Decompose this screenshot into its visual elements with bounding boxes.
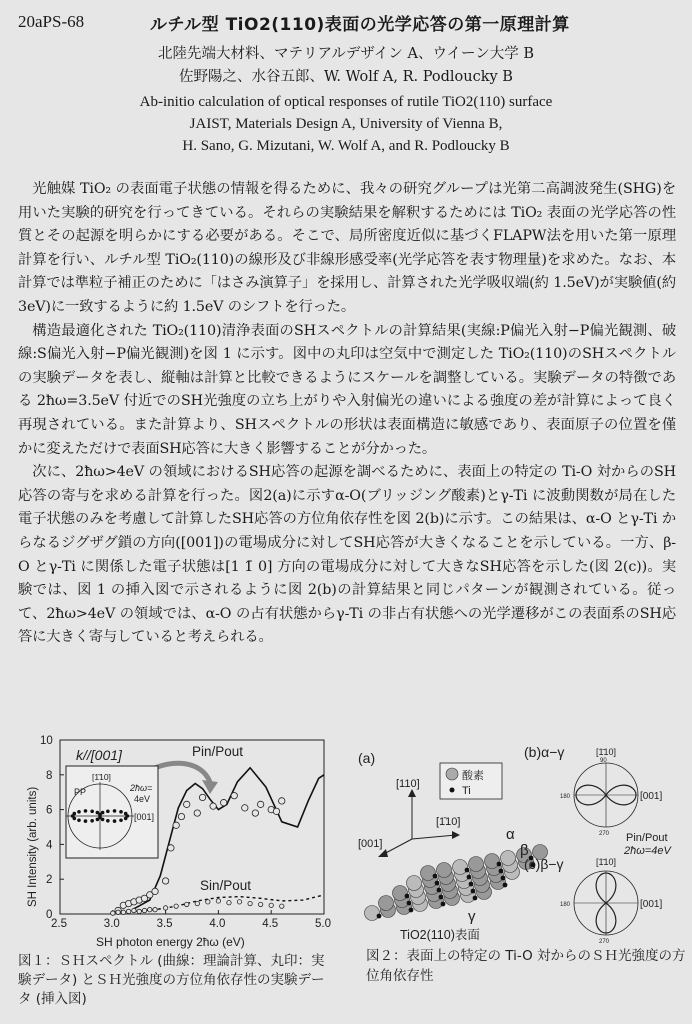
polar-b-90: 90 (600, 758, 607, 764)
ti-atom (407, 901, 412, 906)
data-point (206, 900, 210, 904)
inset-dot (84, 819, 88, 823)
data-point (242, 805, 248, 811)
inset-dot (106, 819, 110, 823)
oxygen-atom (407, 876, 422, 891)
data-point (126, 909, 130, 913)
inset-dot (113, 809, 117, 813)
dir-110: [110] (396, 778, 420, 790)
polar-c-180: 180 (560, 902, 571, 908)
inset-pp: PP (74, 787, 87, 797)
ti-atom (409, 908, 414, 913)
body-text (18, 178, 676, 650)
pinpout-label: Pin/Pout (626, 832, 668, 844)
surface-label: TiO2(110)表面 (400, 928, 480, 942)
paragraph-1: 光触媒 TiO₂ の表面電子状態の情報を得るために、我々の研究グループは光第二高調波発生(SHG)を用いた実験的研究を行ってきている。それらの実験結果を解釈するためには TiO₂ 表面の光学応答の性質とその起源を明らかにする必要がある。そこで、局所密度近似に基づくFLAPW法を用いた第一原理計算を行い、ルチル型 TiO₂(110)の線形及び非線形感受率(光学応答を表す物理量)を求めた。なお、本計算では準粒子補正のために「はさみ演算子」を採用し、計算された光学吸収端(約 1.5eV)が実験値(約 3eV)に一致するように約 1.5eV のシフトを行った。 (18, 181, 676, 315)
data-point (269, 903, 273, 907)
data-point (142, 908, 146, 912)
inset-dot (106, 809, 110, 813)
ti-atom (377, 914, 382, 919)
x-tick-label-4: 4.5 (262, 918, 279, 930)
paper-id: 20aPS-68 (18, 12, 85, 31)
label-alpha: α (506, 826, 515, 843)
ti-atom (469, 882, 474, 887)
oxygen-atom (453, 860, 468, 875)
panel-c-label: (c)β−γ (524, 856, 564, 872)
oxygen-atom (365, 906, 380, 921)
paragraph-3: 次に、2ħω>4eV の領域におけるSH応答の起源を調べるために、表面上の特定の Ti-O 対からのSH応答の寄与を求める計算を行った。図2(a)に示すα-O(ブリッジング酸素)とγ-Ti に波動関数が局在した電子状態のみを考慮して計算したSH応答の方位角依存性を図 2(b)に示す。この結果は、α-O とγ-Ti からなるジグザグ鎖の方向([001])の電場成分に対してSH応答が大きくなることを示している。一方、β-O とγ-Ti に関係した電子状態は[1 1̄ 0] 方向の電場成分に対して大きなSH応答を示した(図 2(c))。実験では、図 1 の挿入図で示されるように図 2(b)の計算結果と同じパターンが観測されている。従って、2ħω>4eV の領域では、α-O の占有状態からγ-Ti の非占有状態への光学遷移がこの表面系のSH応答に大きく寄与していると考えられる。 (18, 464, 676, 646)
data-point (185, 902, 189, 906)
inset-dot (124, 817, 128, 821)
y-tick-label-5: 10 (40, 735, 53, 747)
data-point (237, 900, 241, 904)
data-point (279, 798, 285, 804)
x-tick-label-3: 4.0 (209, 918, 226, 930)
data-point (174, 904, 178, 908)
figure-1-chart (14, 732, 332, 952)
figure-1-caption: 図１：ＳＨスペクトル (曲線：理論計算、丸印：実験データ) とＳＨ光強度の方位角依存性の実験データ (挿入図) (18, 953, 325, 1007)
panel-a-label: (a) (358, 750, 376, 766)
data-point (216, 899, 220, 903)
data-point (248, 901, 252, 905)
ti-atom (503, 883, 508, 888)
title-en: Ab-initio calculation of optical responses of rutile TiO2(110) surface (139, 94, 553, 110)
paper-title-jp: ルチル型 TiO2(110)表面の光学応答の第一原理計算 (150, 15, 570, 35)
oxygen-atom (379, 896, 394, 911)
y-tick-label-2: 4 (46, 839, 53, 852)
oxygen-atom (437, 863, 452, 878)
polar-c-001: [001] (640, 899, 663, 910)
ti-atom (465, 868, 470, 873)
ti-atom (435, 881, 440, 886)
y-tick-label-1: 2 (46, 874, 53, 887)
data-point (148, 907, 152, 911)
x-axis-label: SH photon energy 2ħω (eV) (96, 935, 245, 949)
ti-legend-icon (450, 788, 455, 793)
data-point (163, 906, 167, 910)
data-point (252, 810, 258, 816)
legend-oxygen: 酸素 (462, 770, 484, 782)
data-point (258, 902, 262, 906)
data-point (210, 803, 216, 809)
oxygen-atom (485, 854, 500, 869)
ti-atom (405, 894, 410, 899)
label-gamma: γ (468, 908, 476, 925)
authors-jp: 佐野陽之、水谷五郎、W. Wolf A, R. Podloucky B (179, 69, 513, 85)
oxygen-legend-icon (446, 768, 458, 780)
legend-ti: Ti (462, 785, 471, 797)
ti-atom (433, 874, 438, 879)
ti-atom (471, 889, 476, 894)
x-tick-label-0: 2.5 (51, 918, 67, 930)
inset-dot (96, 811, 100, 815)
x-tick-label-5: 5.0 (315, 918, 331, 930)
data-point (116, 910, 120, 914)
axis-110-head (408, 789, 416, 797)
inset-dot (119, 818, 123, 822)
oxygen-atom (393, 886, 408, 901)
data-point (173, 822, 179, 828)
inset-direction: k//[001] (76, 747, 122, 763)
axis-001-head (378, 849, 388, 857)
y-tick-label-3: 6 (46, 804, 53, 817)
label-beta: β (520, 842, 529, 859)
polar-c-270: 270 (599, 939, 610, 945)
data-point (184, 801, 190, 807)
inset-dot (113, 819, 117, 823)
data-point (194, 810, 200, 816)
inset-dot (77, 810, 81, 814)
data-point (132, 908, 136, 912)
data-point (273, 808, 279, 814)
data-point (195, 901, 199, 905)
axis-1m10-head (452, 831, 460, 839)
data-point (199, 794, 205, 800)
dir-1m10: [1̄10] (436, 816, 461, 828)
ti-atom (441, 902, 446, 907)
inset-2w: 2ħω= (130, 783, 153, 793)
polar-b-001: [001] (640, 791, 663, 802)
inset-dot (124, 812, 128, 816)
data-point (153, 907, 157, 911)
paragraph-2: 構造最適化された TiO₂(110)清浄表面のSHスペクトルの計算結果(実線:P偏光入射−P偏光観測、破線:S偏光入射−P偏光観測)を図 1 に示す。図中の丸印は空気中で測定した TiO₂(110)のSHスペクトルの実験データを表し、縦軸は計算と比較できるようにスケールを調整している。実験データの特徴である 2ħω=3.5eV 付近でのSH光強度の立ち上がりや入射偏光の違いによる強度の差が計算によって良く再現されている。また計算より、SHスペクトルの形状は表面構造に敏感であり、表面原子の位置を僅かに変えただけで表面SH応答に大きく影響することが分かった。 (18, 322, 676, 457)
ti-atom (467, 875, 472, 880)
y-tick-label-4: 8 (46, 769, 53, 782)
affiliation-en: JAIST, Materials Design A, University of Vienna B, (189, 116, 503, 132)
inset-dot (84, 809, 88, 813)
oxygen-atom (469, 857, 484, 872)
inset-dir-1m10: [1̄10] (92, 772, 111, 782)
data-point (257, 801, 263, 807)
ti-atom (497, 862, 502, 867)
ti-atom (473, 896, 478, 901)
inset-dot (119, 810, 123, 814)
dir-001: [001] (358, 838, 383, 850)
polar-b-180: 180 (560, 794, 571, 800)
data-point (220, 799, 226, 805)
axis-1m10 (412, 835, 456, 839)
data-point (137, 909, 141, 913)
inset-dot (90, 809, 94, 813)
data-point (280, 904, 284, 908)
data-point (227, 900, 231, 904)
ti-atom (499, 869, 504, 874)
data-point (168, 845, 174, 851)
ti-atom (501, 876, 506, 881)
data-point (121, 910, 125, 914)
oxygen-atom (421, 866, 436, 881)
data-point (152, 888, 158, 894)
inset-dot (101, 818, 105, 822)
inset-dir-001: [001] (134, 812, 155, 822)
ti-atom (437, 888, 442, 893)
inset-dot (73, 817, 77, 821)
oxygen-atom (501, 851, 516, 866)
x-tick-label-2: 3.5 (156, 918, 173, 930)
x-tick-label-1: 3.0 (103, 918, 120, 930)
inset-4ev: 4eV (134, 794, 151, 804)
y-axis-label: SH Intensity (arb. units) (27, 786, 39, 907)
polar-b-270: 270 (599, 831, 610, 837)
data-point (178, 813, 184, 819)
energy-label: 2ħω=4eV (624, 845, 671, 857)
affiliation-jp: 北陸先端大材料、マテリアルデザイン A、ウイーン大学 B (157, 46, 535, 62)
figure-2 (356, 735, 686, 945)
figure-2-caption: 図２：表面上の特定の Ti-O 対からのＳＨ光強度の方位角依存性 (366, 948, 686, 984)
data-point (162, 878, 168, 884)
ti-atom (439, 895, 444, 900)
label-sin-pout: Sin/Pout (200, 878, 252, 893)
data-point (111, 911, 115, 915)
inset-dot (90, 819, 94, 823)
data-point (231, 792, 237, 798)
polar-b-top: [1̄10] (596, 747, 617, 757)
authors-en: H. Sano, G. Mizutani, W. Wolf A, and R. Podloucky B (182, 138, 510, 154)
label-pin-pout: Pin/Pout (192, 744, 244, 759)
polar-c-top: [1̄10] (596, 857, 617, 867)
panel-b-label: (b)α−γ (524, 744, 565, 760)
y-tick-label-0: 0 (46, 909, 53, 921)
inset-dot (77, 818, 81, 822)
